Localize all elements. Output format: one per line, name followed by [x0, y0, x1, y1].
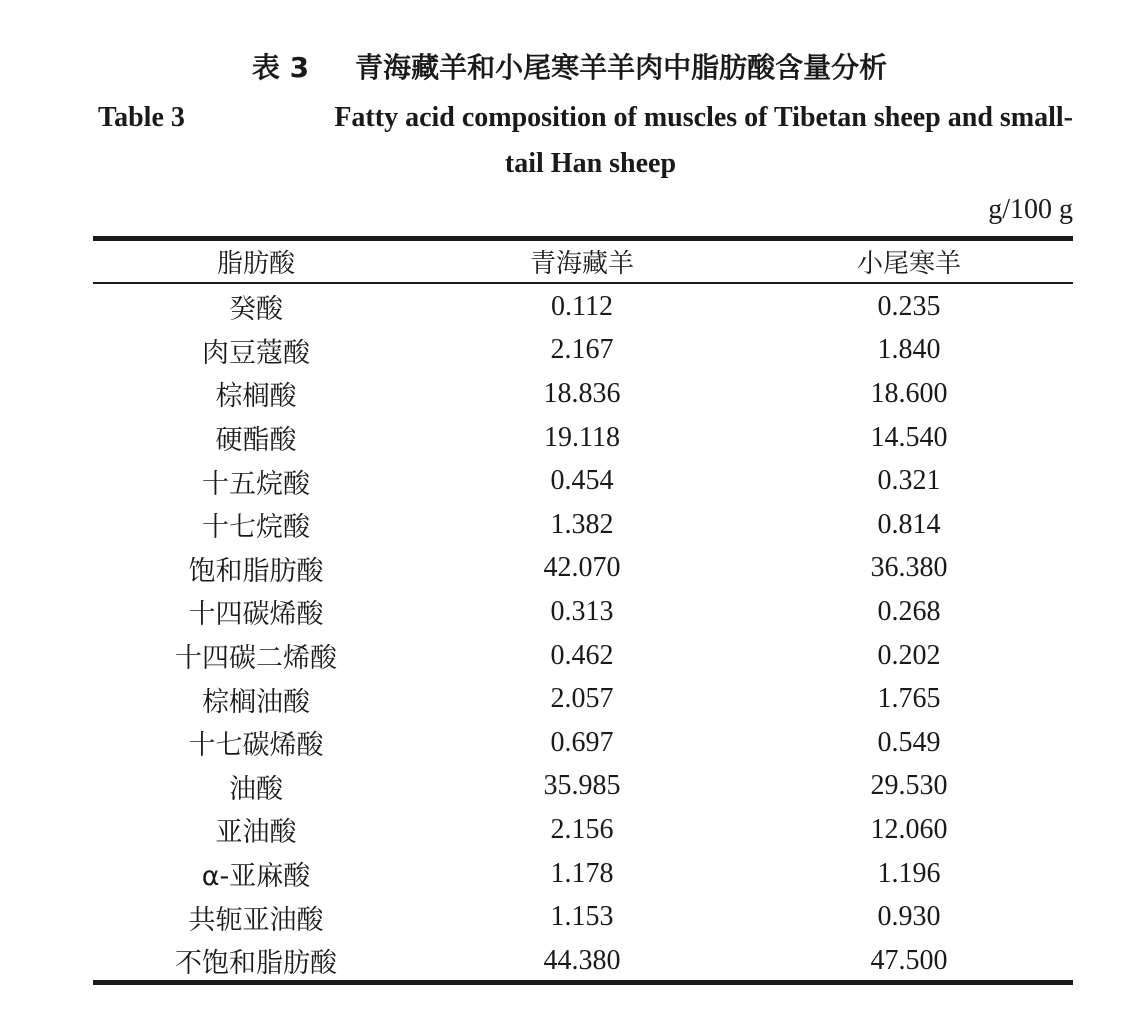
tibetan-sheep-value: 0.697: [550, 726, 614, 758]
table-row: [93, 808, 1073, 852]
tibetan-sheep-value: 0.462: [550, 639, 614, 671]
table-row: [93, 634, 1073, 678]
fatty-acid-name: 共轭亚油酸: [188, 904, 324, 936]
tibetan-sheep-value: 1.178: [550, 857, 614, 889]
small-tail-han-sheep-value: 1.765: [877, 683, 941, 715]
header-fatty-acid: 脂肪酸: [216, 249, 295, 279]
fatty-acid-name: 癸酸: [229, 294, 283, 326]
table-header-rule: [93, 282, 1073, 284]
table-row: [93, 285, 1073, 329]
table-caption-chinese: [0, 48, 1139, 88]
tibetan-sheep-value: 19.118: [544, 421, 620, 453]
small-tail-han-sheep-value: 36.380: [870, 552, 948, 584]
header-small-tail-han-sheep: 小尾寒羊: [856, 249, 961, 279]
tibetan-sheep-value: 0.112: [551, 290, 613, 322]
tibetan-sheep-value: 1.153: [550, 901, 614, 933]
small-tail-han-sheep-value: 0.814: [877, 508, 941, 540]
table-row: [93, 677, 1073, 721]
fatty-acid-name: 棕榈油酸: [202, 686, 310, 718]
table-body: [93, 285, 1073, 983]
fatty-acid-name: 饱和脂肪酸: [188, 555, 324, 587]
table-row: [93, 547, 1073, 591]
fatty-acid-name: 十五烷酸: [202, 468, 310, 500]
fatty-acid-name: 十七碳烯酸: [188, 730, 324, 762]
fatty-acid-name: 亚油酸: [215, 817, 297, 849]
table-title-english-line1: Fatty acid composition of muscles of Tibetan sheep and small-: [334, 102, 1073, 133]
small-tail-han-sheep-value: 0.202: [877, 639, 941, 671]
small-tail-han-sheep-value: 0.268: [877, 595, 941, 627]
small-tail-han-sheep-value: 14.540: [870, 421, 948, 453]
table-row: [93, 895, 1073, 939]
small-tail-han-sheep-value: 0.321: [877, 465, 941, 497]
small-tail-han-sheep-value: 29.530: [870, 770, 948, 802]
table-row: [93, 459, 1073, 503]
table-row: [93, 721, 1073, 765]
tibetan-sheep-value: 18.836: [543, 377, 621, 409]
table-header-row: [93, 241, 1073, 282]
small-tail-han-sheep-value: 12.060: [870, 813, 948, 845]
small-tail-han-sheep-value: 0.930: [877, 901, 941, 933]
table-row: [93, 503, 1073, 547]
table-label-chinese: 表 3: [251, 51, 310, 84]
fatty-acid-name: 十四碳二烯酸: [175, 643, 337, 675]
fatty-acid-name: 十七烷酸: [202, 512, 310, 544]
tibetan-sheep-value: 2.057: [550, 683, 614, 715]
unit-label: g/100 g: [988, 194, 1073, 225]
table-row: [93, 329, 1073, 373]
small-tail-han-sheep-value: 47.500: [870, 944, 948, 976]
fatty-acid-name: 十四碳烯酸: [188, 599, 324, 631]
table-title-english-line2: tail Han sheep: [504, 148, 677, 179]
table-row: [93, 765, 1073, 809]
table-title-chinese: 青海藏羊和小尾寒羊羊肉中脂肪酸含量分析: [355, 51, 888, 84]
small-tail-han-sheep-value: 0.549: [877, 726, 941, 758]
tibetan-sheep-value: 2.167: [550, 334, 614, 366]
table-row: [93, 939, 1073, 983]
header-tibetan-sheep: 青海藏羊: [529, 249, 634, 279]
tibetan-sheep-value: 44.380: [543, 944, 621, 976]
table-caption-english: [98, 95, 1073, 187]
table-row: [93, 852, 1073, 896]
table-row: [93, 372, 1073, 416]
tibetan-sheep-value: 1.382: [550, 508, 614, 540]
table-row: [93, 416, 1073, 460]
table-bottom-rule: [93, 980, 1073, 985]
tibetan-sheep-value: 35.985: [543, 770, 621, 802]
small-tail-han-sheep-value: 1.196: [877, 857, 941, 889]
small-tail-han-sheep-value: 18.600: [870, 377, 948, 409]
small-tail-han-sheep-value: 0.235: [877, 290, 941, 322]
fatty-acid-name: 油酸: [229, 773, 283, 805]
fatty-acid-name: α-亚麻酸: [201, 861, 311, 893]
fatty-acid-name: 硬酯酸: [215, 425, 297, 457]
fatty-acid-name: 棕榈酸: [215, 381, 297, 413]
small-tail-han-sheep-value: 1.840: [877, 334, 941, 366]
fatty-acid-name: 肉豆蔻酸: [202, 337, 310, 369]
tibetan-sheep-value: 0.313: [550, 595, 614, 627]
tibetan-sheep-value: 42.070: [543, 552, 621, 584]
tibetan-sheep-value: 2.156: [550, 813, 614, 845]
fatty-acid-name: 不饱和脂肪酸: [175, 948, 337, 980]
table-row: [93, 590, 1073, 634]
tibetan-sheep-value: 0.454: [550, 465, 614, 497]
table-label-english: Table 3: [98, 102, 185, 133]
